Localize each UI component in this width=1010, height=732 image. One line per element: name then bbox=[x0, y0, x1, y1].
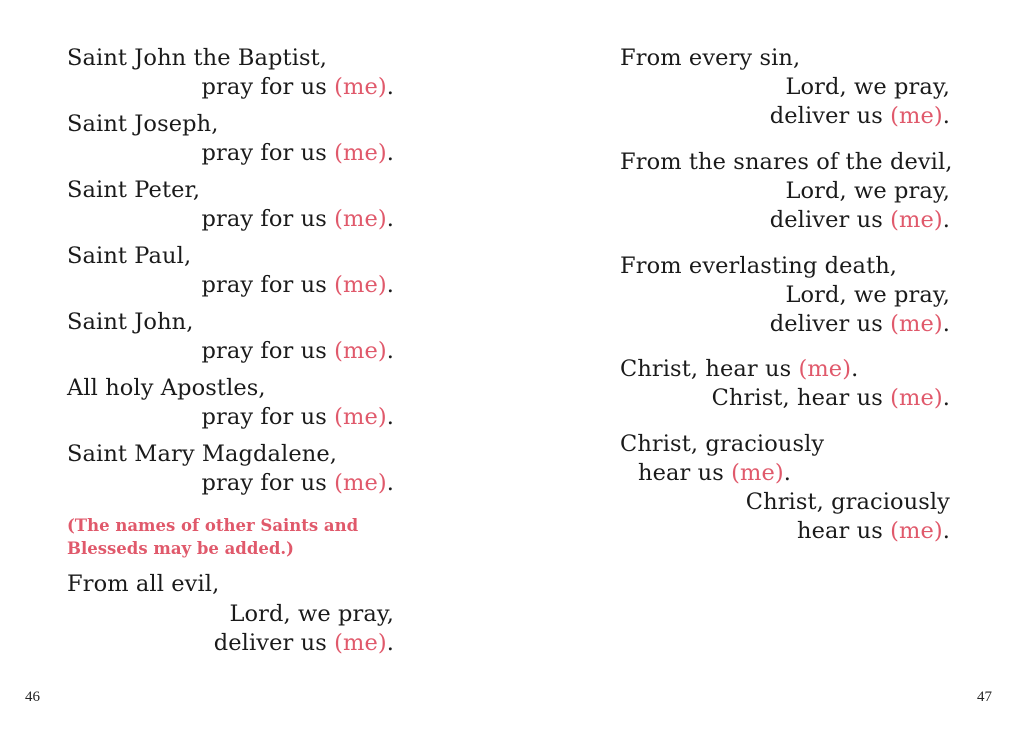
response-text: deliver us bbox=[769, 103, 883, 129]
call-line2: hear us (me). bbox=[638, 460, 792, 486]
response-text: pray for us bbox=[201, 74, 327, 100]
response-me: (me) bbox=[334, 404, 387, 430]
invocation-response: pray for us (me). bbox=[201, 206, 394, 232]
petition-response-line1: Lord, we pray, bbox=[785, 282, 950, 308]
page-number: 46 bbox=[25, 689, 40, 705]
petition-response-line2: deliver us (me). bbox=[769, 311, 950, 337]
response-me: (me) bbox=[890, 207, 943, 233]
invocation-name: Saint Peter, bbox=[67, 177, 201, 203]
petition-response-line1: Lord, we pray, bbox=[785, 178, 950, 204]
invocation-name: Saint John the Baptist, bbox=[67, 45, 328, 71]
response-me: (me) bbox=[890, 311, 943, 337]
rubric-line: Blesseds may be added.) bbox=[67, 539, 294, 558]
response-line: Christ, hear us (me). bbox=[711, 385, 950, 411]
response-me: (me) bbox=[334, 206, 387, 232]
petition: From all evil, bbox=[67, 571, 220, 597]
response-text: pray for us bbox=[201, 140, 327, 166]
page-number: 47 bbox=[977, 689, 992, 705]
invocation-response: pray for us (me). bbox=[201, 74, 394, 100]
response-text: deliver us bbox=[769, 311, 883, 337]
petition-response-line2: deliver us (me). bbox=[769, 103, 950, 129]
invocation-response: pray for us (me). bbox=[201, 404, 394, 430]
petition-response-line1: Lord, we pray, bbox=[229, 601, 394, 627]
invocation-response: pray for us (me). bbox=[201, 470, 394, 496]
petition: From everlasting death, bbox=[620, 253, 898, 279]
invocation-response: pray for us (me). bbox=[201, 338, 394, 364]
response-me: (me) bbox=[334, 470, 387, 496]
response-text: pray for us bbox=[201, 470, 327, 496]
response-text: pray for us bbox=[201, 404, 327, 430]
response-text: pray for us bbox=[201, 206, 327, 232]
response-me: (me) bbox=[334, 338, 387, 364]
invocation-name: All holy Apostles, bbox=[67, 375, 266, 401]
invocation-response: pray for us (me). bbox=[201, 140, 394, 166]
response-me: (me) bbox=[731, 460, 784, 486]
response-me: (me) bbox=[334, 630, 387, 656]
response-me: (me) bbox=[334, 74, 387, 100]
response-text: deliver us bbox=[769, 207, 883, 233]
petition-response-line2: deliver us (me). bbox=[769, 207, 950, 233]
response-text: deliver us bbox=[213, 630, 327, 656]
response-me: (me) bbox=[334, 272, 387, 298]
petition-response-line1: Lord, we pray, bbox=[785, 74, 950, 100]
response-me: (me) bbox=[890, 385, 943, 411]
response-me: (me) bbox=[798, 356, 852, 382]
response-line2: hear us (me). bbox=[796, 518, 950, 544]
rubric-line: (The names of other Saints and bbox=[67, 516, 359, 535]
response-text: hear us bbox=[796, 518, 883, 544]
call-text: Christ, hear us bbox=[620, 356, 792, 382]
invocation-name: Saint Mary Magdalene, bbox=[67, 441, 338, 467]
right-page bbox=[505, 0, 1010, 732]
petition: From every sin, bbox=[620, 45, 801, 71]
invocation-response: pray for us (me). bbox=[201, 272, 394, 298]
call-text: hear us bbox=[638, 460, 724, 486]
response-me: (me) bbox=[890, 103, 943, 129]
response-me: (me) bbox=[334, 140, 387, 166]
call-line1: Christ, graciously bbox=[620, 431, 825, 457]
response-text: pray for us bbox=[201, 338, 327, 364]
call-line: Christ, hear us (me). bbox=[620, 356, 859, 382]
response-text: pray for us bbox=[201, 272, 327, 298]
invocation-name: Saint Joseph, bbox=[67, 111, 219, 137]
response-text: Christ, hear us bbox=[711, 385, 883, 411]
invocation-name: Saint John, bbox=[67, 309, 194, 335]
petition-response-line2: deliver us (me). bbox=[213, 630, 394, 656]
response-me: (me) bbox=[890, 518, 943, 544]
petition: From the snares of the devil, bbox=[620, 149, 953, 175]
invocation-name: Saint Paul, bbox=[67, 243, 192, 269]
response-line1: Christ, graciously bbox=[745, 489, 950, 515]
